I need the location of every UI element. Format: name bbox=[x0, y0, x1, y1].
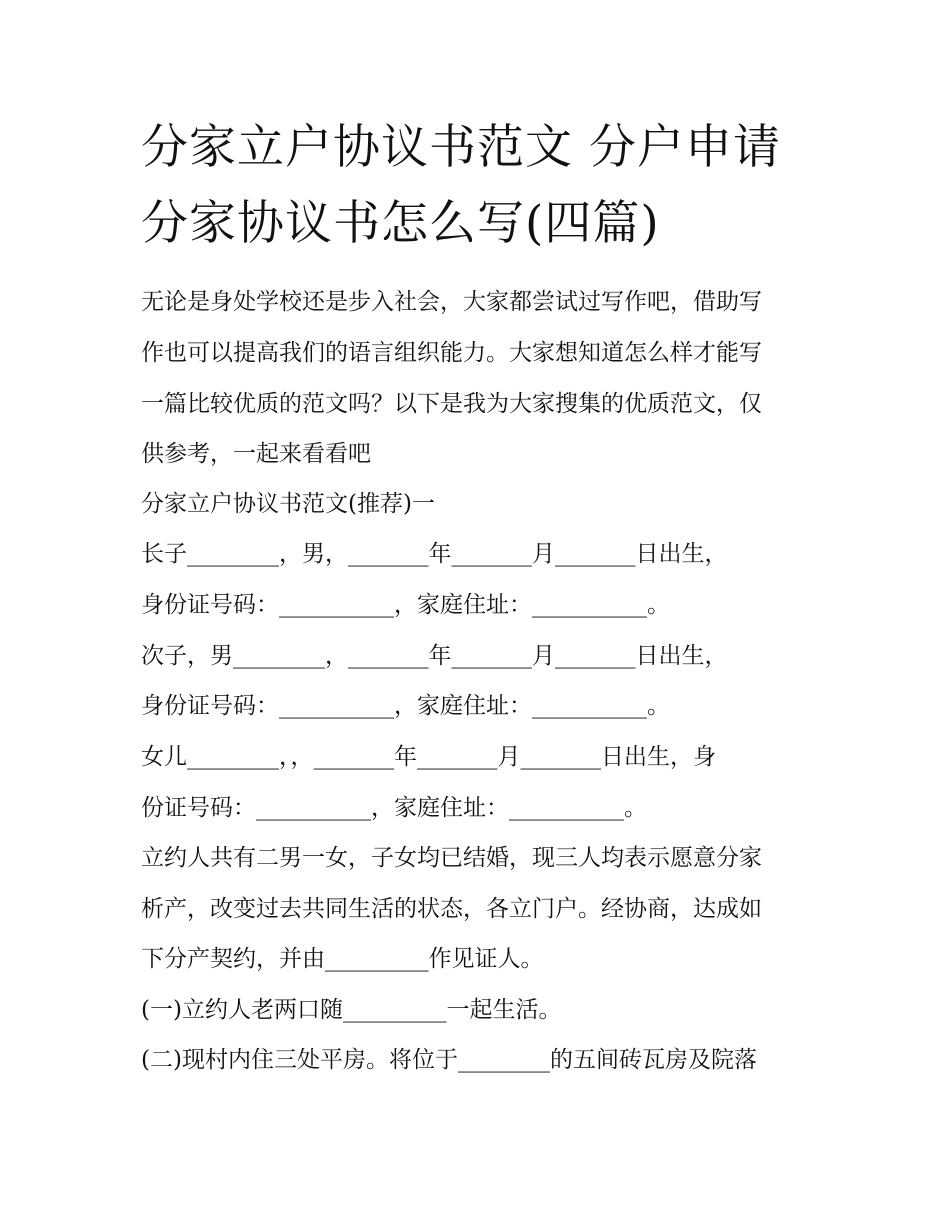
title-line-1: 分家立户协议书范文 分户申请 bbox=[141, 120, 781, 175]
intro-line-2: 作也可以提高我们的语言组织能力。大家想知道怎么样才能写 bbox=[141, 340, 762, 366]
clause-1-line: (一)立约人老两口随_________一起生活。 bbox=[141, 997, 562, 1023]
agreement-line-2: 析产，改变过去共同生活的状态，各立门户。经协商，达成如 bbox=[141, 896, 762, 922]
intro-line-4: 供参考，一起来看看吧 bbox=[141, 441, 371, 467]
second-son-id-line: 身份证号码：__________，家庭住址：__________。 bbox=[141, 693, 670, 719]
agreement-line-1: 立约人共有二男一女，子女均已结婚，现三人均表示愿意分家 bbox=[141, 845, 762, 871]
section-heading: 分家立户协议书范文(推荐)一 bbox=[141, 491, 435, 517]
intro-line-3: 一篇比较优质的范文吗？以下是我为大家搜集的优质范文，仅 bbox=[141, 391, 762, 417]
agreement-line-3: 下分产契约，并由_________作见证人。 bbox=[141, 946, 544, 972]
second-son-line: 次子，男________，_______年_______月_______日出生， bbox=[141, 643, 728, 669]
clause-2-line: (二)现村内住三处平房。将位于________的五间砖瓦房及院落 bbox=[141, 1047, 757, 1073]
title-line-2: 分家协议书怎么写(四篇) bbox=[141, 196, 660, 251]
eldest-son-id-line: 身份证号码：__________，家庭住址：__________。 bbox=[141, 592, 670, 618]
intro-line-1: 无论是身处学校还是步入社会，大家都尝试过写作吧，借助写 bbox=[141, 289, 762, 315]
daughter-id-line: 份证号码：__________，家庭住址：__________。 bbox=[141, 795, 647, 821]
daughter-line: 女儿________，，_______年_______月_______日出生，身 bbox=[141, 744, 716, 770]
eldest-son-line: 长子________，男，_______年_______月_______日出生， bbox=[141, 541, 728, 567]
